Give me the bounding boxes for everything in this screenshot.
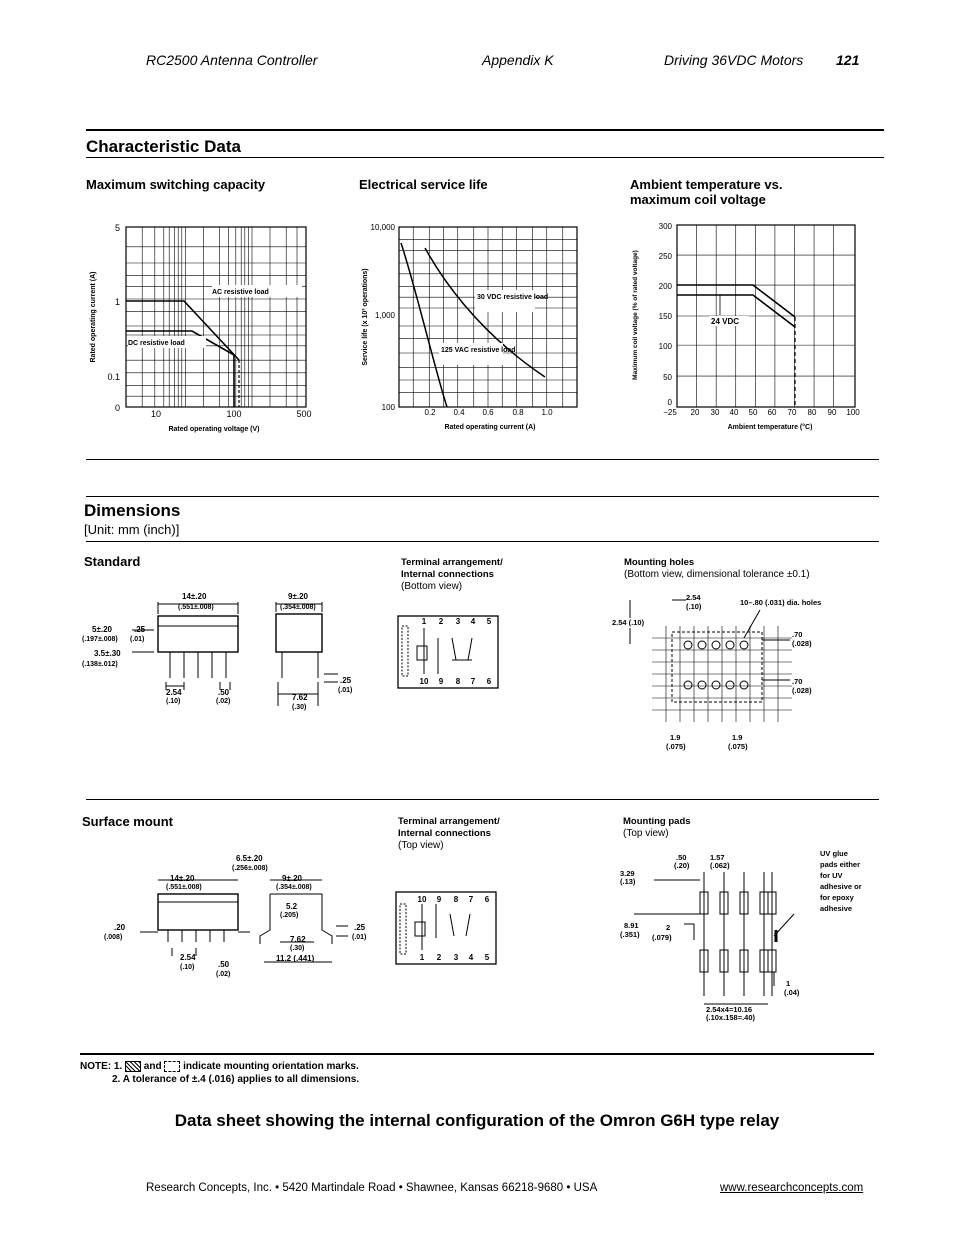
smd-relay-drawing bbox=[100, 852, 380, 987]
note-2: 2. A tolerance of ±.4 (.016) applies to all dimensions. bbox=[112, 1074, 360, 1085]
svg-text:(.10): (.10) bbox=[686, 602, 702, 611]
svg-text:2: 2 bbox=[436, 953, 442, 962]
svg-text:3.29: 3.29 bbox=[620, 869, 635, 878]
svg-text:.25: .25 bbox=[354, 923, 366, 932]
svg-text:8.91: 8.91 bbox=[624, 921, 639, 930]
svg-text:(.30): (.30) bbox=[292, 704, 307, 711]
x-tick: −25 bbox=[663, 408, 677, 417]
figure-caption: Data sheet showing the internal configuration of the Omron G6H type relay bbox=[174, 1111, 780, 1130]
svg-text:2.54x4=10.16: 2.54x4=10.16 bbox=[706, 1005, 753, 1014]
x-tick: 70 bbox=[787, 408, 797, 417]
terminal-arrangement-top bbox=[394, 888, 504, 968]
terminal-title-smd-2: Internal connections bbox=[398, 828, 491, 839]
svg-text:14±.20: 14±.20 bbox=[182, 592, 207, 601]
svg-text:7.62: 7.62 bbox=[290, 935, 306, 944]
svg-text:(.075): (.075) bbox=[728, 742, 748, 751]
x-tick: 30 bbox=[710, 408, 720, 417]
y-tick: 200 bbox=[658, 282, 672, 291]
y-tick: 300 bbox=[658, 222, 672, 231]
x-tick: 90 bbox=[827, 408, 837, 417]
svg-text:.25: .25 bbox=[340, 676, 352, 685]
standard-label: Standard bbox=[84, 554, 141, 569]
svg-text:11.2 (.441): 11.2 (.441) bbox=[276, 954, 315, 963]
rule bbox=[86, 157, 884, 158]
svg-text:(.10x.158=.40): (.10x.158=.40) bbox=[706, 1013, 755, 1022]
svg-text:6: 6 bbox=[486, 677, 492, 686]
surface-mount-label: Surface mount bbox=[82, 814, 174, 829]
x-tick: 500 bbox=[296, 409, 312, 419]
terminal-arrangement-bottom bbox=[396, 612, 506, 692]
svg-text:5.2: 5.2 bbox=[286, 902, 298, 911]
y-tick: 1,000 bbox=[374, 311, 395, 320]
svg-text:4: 4 bbox=[470, 617, 476, 626]
svg-text:(.028): (.028) bbox=[792, 639, 812, 648]
svg-text:8: 8 bbox=[455, 677, 461, 686]
chart-service-life bbox=[355, 215, 595, 440]
x-tick: 10 bbox=[150, 409, 162, 419]
svg-text:7: 7 bbox=[470, 677, 476, 686]
svg-text:7.62: 7.62 bbox=[292, 693, 308, 702]
header-appendix: Appendix K bbox=[482, 52, 554, 68]
svg-text:9±.20: 9±.20 bbox=[282, 874, 302, 883]
svg-text:(.01): (.01) bbox=[130, 636, 145, 643]
svg-text:6: 6 bbox=[484, 895, 490, 904]
svg-text:8: 8 bbox=[453, 895, 459, 904]
y-tick: 10,000 bbox=[370, 223, 395, 232]
x-axis-label: Rated operating voltage (V) bbox=[168, 426, 260, 433]
svg-text:(.354±.008): (.354±.008) bbox=[276, 884, 312, 891]
svg-text:(.075): (.075) bbox=[666, 742, 686, 751]
y-tick: 0 bbox=[667, 398, 672, 407]
svg-text:.70: .70 bbox=[792, 677, 803, 686]
standard-relay-drawing bbox=[80, 590, 370, 720]
y-axis-label: Maximum coil voltage (% of rated voltage) bbox=[632, 250, 639, 380]
svg-text:(.02): (.02) bbox=[216, 698, 231, 705]
svg-text:(.062): (.062) bbox=[710, 861, 730, 870]
series-label: 125 VAC resistive load bbox=[441, 347, 516, 354]
y-axis-label: Service life (x 10³ operations) bbox=[362, 268, 369, 366]
chart-title-switching: Maximum switching capacity bbox=[86, 177, 266, 192]
note-1: NOTE: 1. and indicate mounting orientation marks. bbox=[80, 1061, 359, 1073]
mounting-pads-sub: (Top view) bbox=[623, 828, 669, 839]
rule bbox=[80, 1053, 874, 1055]
svg-text:10: 10 bbox=[417, 895, 427, 904]
footer-link[interactable]: www.researchconcepts.com bbox=[720, 1182, 864, 1194]
x-tick: 50 bbox=[748, 408, 758, 417]
page-number: 121 bbox=[836, 52, 860, 68]
series-label: AC resistive load bbox=[212, 289, 269, 296]
chart-ambient-temp bbox=[625, 215, 870, 440]
series-label: DC resistive load bbox=[128, 340, 185, 347]
svg-text:2.54: 2.54 bbox=[686, 593, 701, 602]
x-tick: 40 bbox=[729, 408, 739, 417]
header-section: Driving 36VDC Motors bbox=[664, 52, 804, 68]
svg-text:pads either: pads either bbox=[820, 860, 861, 869]
x-tick: 20 bbox=[690, 408, 700, 417]
mounting-pads-title: Mounting pads bbox=[623, 816, 691, 827]
svg-text:9: 9 bbox=[438, 677, 444, 686]
svg-text:(.01): (.01) bbox=[352, 934, 367, 941]
svg-text:for epoxy: for epoxy bbox=[820, 893, 854, 902]
section-title-characteristic: Characteristic Data bbox=[86, 137, 241, 156]
mounting-pads-drawing bbox=[614, 846, 884, 1026]
svg-text:(.20): (.20) bbox=[674, 861, 690, 870]
svg-text:3: 3 bbox=[455, 617, 461, 626]
y-tick: 0.1 bbox=[107, 372, 120, 382]
top-view-label: (Top view) bbox=[398, 840, 444, 851]
mounting-holes-sub: (Bottom view, dimensional tolerance ±0.1) bbox=[624, 569, 810, 580]
y-tick: 50 bbox=[663, 373, 672, 382]
svg-text:2.54: 2.54 bbox=[180, 953, 196, 962]
x-tick: 1.0 bbox=[541, 408, 553, 417]
y-tick: 100 bbox=[658, 342, 672, 351]
svg-text:2: 2 bbox=[438, 617, 444, 626]
svg-text:7: 7 bbox=[468, 895, 474, 904]
section-title-dimensions: Dimensions bbox=[84, 501, 181, 520]
header-title: RC2500 Antenna Controller bbox=[146, 52, 318, 68]
svg-text:1: 1 bbox=[786, 979, 791, 988]
svg-text:(.13): (.13) bbox=[620, 877, 636, 886]
svg-text:14±.20: 14±.20 bbox=[170, 874, 195, 883]
rule bbox=[86, 799, 879, 800]
svg-text:(.01): (.01) bbox=[338, 687, 353, 694]
dashed-mark-icon bbox=[164, 1061, 180, 1072]
series-label: 24 VDC bbox=[711, 317, 740, 326]
y-tick: 150 bbox=[658, 312, 672, 321]
x-axis-label: Rated operating current (A) bbox=[444, 424, 536, 431]
rule bbox=[86, 541, 879, 542]
chart-title-ambient: Ambient temperature vs. maximum coil voltage bbox=[630, 177, 783, 207]
svg-text:1.9: 1.9 bbox=[732, 733, 743, 742]
x-tick: 0.6 bbox=[482, 408, 494, 417]
x-tick: 100 bbox=[846, 408, 860, 417]
mounting-holes-drawing bbox=[610, 588, 850, 763]
svg-text:2.54: 2.54 bbox=[166, 688, 182, 697]
svg-text:(.551±.008): (.551±.008) bbox=[178, 604, 214, 611]
svg-text:9: 9 bbox=[436, 895, 442, 904]
svg-text:(.30): (.30) bbox=[290, 945, 305, 952]
svg-text:(.551±.008): (.551±.008) bbox=[166, 884, 202, 891]
svg-text:.50: .50 bbox=[218, 960, 230, 969]
svg-text:UV glue: UV glue bbox=[820, 849, 848, 858]
footer-address: Research Concepts, Inc. • 5420 Martindale Road • Shawnee, Kansas 66218-9680 • USA bbox=[146, 1182, 598, 1194]
svg-text:(.10): (.10) bbox=[180, 964, 195, 971]
x-tick: 60 bbox=[767, 408, 777, 417]
svg-text:1.57: 1.57 bbox=[710, 853, 725, 862]
series-label: 30 VDC resistive load bbox=[477, 294, 549, 301]
terminal-title-smd: Terminal arrangement/ bbox=[398, 816, 500, 827]
svg-text:(.02): (.02) bbox=[216, 971, 231, 978]
svg-text:.25: .25 bbox=[134, 625, 146, 634]
x-tick: 100 bbox=[226, 409, 242, 419]
y-tick: 0 bbox=[114, 403, 120, 413]
terminal-title-2: Internal connections bbox=[401, 569, 494, 580]
x-axis-label: Ambient temperature (°C) bbox=[727, 424, 813, 431]
y-tick: 250 bbox=[658, 252, 672, 261]
y-axis-label: Rated operating current (A) bbox=[90, 271, 97, 363]
x-tick: 80 bbox=[807, 408, 817, 417]
svg-text:1: 1 bbox=[419, 953, 425, 962]
svg-text:.50: .50 bbox=[676, 853, 687, 862]
hatched-mark-icon bbox=[125, 1061, 141, 1072]
svg-text:4: 4 bbox=[468, 953, 474, 962]
svg-text:for UV: for UV bbox=[820, 871, 843, 880]
svg-text:10–.80 (.031) dia. holes: 10–.80 (.031) dia. holes bbox=[740, 598, 822, 607]
svg-text:(.138±.012): (.138±.012) bbox=[82, 661, 118, 668]
svg-text:(.351): (.351) bbox=[620, 930, 640, 939]
y-tick: 100 bbox=[381, 403, 395, 412]
chart-title-service-life: Electrical service life bbox=[359, 177, 488, 192]
svg-text:(.205): (.205) bbox=[280, 912, 299, 919]
svg-text:(.079): (.079) bbox=[652, 933, 672, 942]
svg-text:adhesive: adhesive bbox=[820, 904, 853, 913]
unit-label: [Unit: mm (inch)] bbox=[84, 522, 180, 537]
svg-text:10: 10 bbox=[419, 677, 429, 686]
svg-text:5: 5 bbox=[484, 953, 490, 962]
svg-text:.20: .20 bbox=[114, 923, 126, 932]
svg-text:6.5±.20: 6.5±.20 bbox=[236, 854, 263, 863]
terminal-title: Terminal arrangement/ bbox=[401, 557, 503, 568]
svg-text:2: 2 bbox=[666, 923, 671, 932]
svg-text:9±.20: 9±.20 bbox=[288, 592, 308, 601]
svg-text:(.008): (.008) bbox=[104, 934, 123, 941]
svg-text:1: 1 bbox=[421, 617, 427, 626]
svg-text:5: 5 bbox=[486, 617, 492, 626]
svg-text:3: 3 bbox=[453, 953, 459, 962]
rule bbox=[86, 496, 879, 497]
y-tick: 5 bbox=[114, 223, 120, 233]
svg-text:(.10): (.10) bbox=[166, 698, 181, 705]
svg-text:adhesive or: adhesive or bbox=[820, 882, 862, 891]
rule bbox=[86, 459, 879, 460]
svg-text:5±.20: 5±.20 bbox=[92, 625, 112, 634]
bottom-view-label: (Bottom view) bbox=[401, 581, 463, 592]
chart-switching-capacity bbox=[84, 215, 324, 440]
svg-text:(.256±.008): (.256±.008) bbox=[232, 865, 268, 872]
svg-text:.70: .70 bbox=[792, 630, 803, 639]
svg-text:2.54 (.10): 2.54 (.10) bbox=[612, 618, 645, 627]
mounting-holes-title: Mounting holes bbox=[624, 557, 695, 568]
series-125vac-line bbox=[401, 243, 447, 407]
svg-text:3.5±.30: 3.5±.30 bbox=[94, 649, 121, 658]
y-tick: 1 bbox=[114, 297, 120, 307]
x-tick: 0.4 bbox=[453, 408, 465, 417]
svg-text:1.9: 1.9 bbox=[670, 733, 681, 742]
svg-text:.50: .50 bbox=[218, 688, 230, 697]
svg-text:(.04): (.04) bbox=[784, 988, 800, 997]
rule bbox=[86, 129, 884, 131]
svg-text:(.354±.008): (.354±.008) bbox=[280, 604, 316, 611]
svg-text:(.197±.008): (.197±.008) bbox=[82, 636, 118, 643]
svg-text:(.028): (.028) bbox=[792, 686, 812, 695]
x-tick: 0.8 bbox=[512, 408, 524, 417]
x-tick: 0.2 bbox=[424, 408, 436, 417]
